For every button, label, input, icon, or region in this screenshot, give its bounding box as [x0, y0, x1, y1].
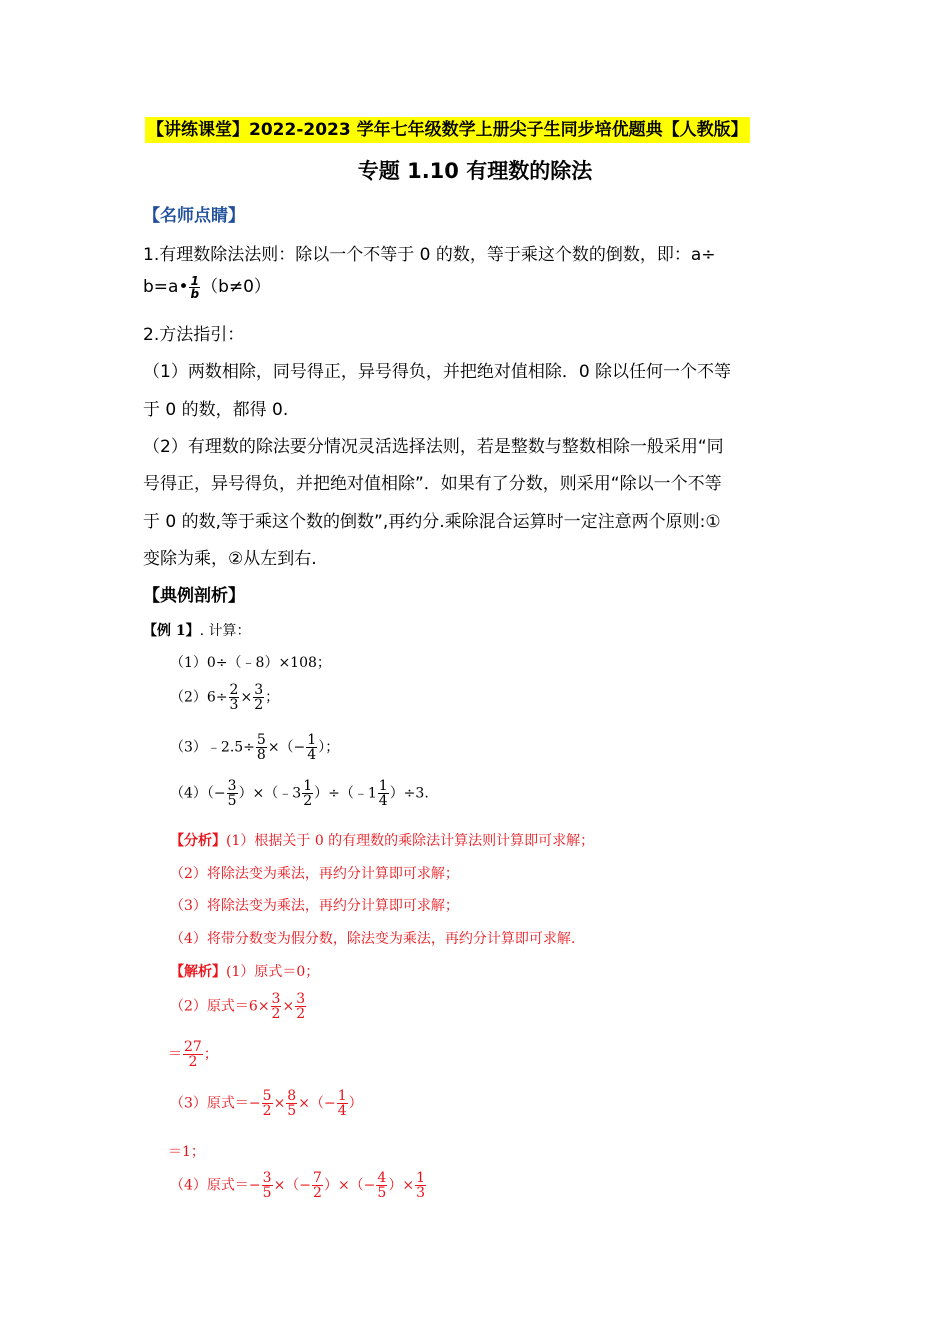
s3-fraction-3: [337, 1089, 348, 1118]
s4-text-a: （4）原式＝−: [170, 1177, 261, 1194]
s2-text-b: ×: [282, 998, 295, 1015]
s3-fraction-1: [262, 1089, 273, 1118]
q4-fraction-1: [227, 779, 238, 808]
q4-text-a: （4）（−: [170, 785, 226, 802]
s2r-text-a: ＝: [168, 1046, 182, 1063]
q4-f2-num: 1: [303, 778, 313, 794]
s4-fraction-4: [415, 1171, 426, 1200]
s4-f2-num: 7: [313, 1170, 322, 1186]
question-1: （1）0÷（﹣8）×108；: [170, 655, 331, 671]
q2-f1-num: 2: [229, 682, 239, 698]
s2-fraction-1: [271, 992, 282, 1021]
s2r-num: 27: [184, 1039, 202, 1055]
s4-f2-den: 2: [313, 1185, 322, 1201]
s2-f2-den: 2: [296, 1006, 306, 1022]
s4-fraction-2: [312, 1171, 323, 1200]
s2-text-a: （2）原式＝6×: [170, 998, 270, 1015]
q4-f1-den: 5: [227, 793, 237, 809]
q4-f2-den: 2: [303, 793, 313, 809]
s3-f3-num: 1: [337, 1088, 347, 1104]
page-title: 专题 1.10 有理数的除法: [357, 159, 593, 183]
s3-f2-num: 8: [287, 1088, 297, 1104]
example-label-suffix: . 计算：: [199, 623, 251, 639]
analysis-line-1: [170, 830, 594, 850]
method-p2-line4: 变除为乘，②从左到右.: [143, 549, 317, 569]
s4-f1-num: 3: [262, 1170, 272, 1186]
q2-text-b: ×: [240, 689, 253, 706]
s4-fraction-3: [376, 1171, 387, 1200]
s4-f3-den: 5: [377, 1185, 387, 1201]
question-2: [170, 683, 279, 712]
example-label: [143, 620, 251, 640]
solution-3-result: ＝1；: [168, 1144, 205, 1160]
s3-f1-den: 2: [262, 1103, 272, 1119]
example-heading: 【典例剖析】: [143, 586, 245, 606]
q4-fraction-3: [378, 779, 389, 808]
s3-f3-den: 4: [337, 1103, 347, 1119]
teacher-heading: 【名师点睛】: [143, 206, 245, 226]
rule-line-2-suffix: （b≠0）: [201, 277, 271, 297]
q3-text-b: ×（−: [267, 739, 306, 756]
q2-f2-den: 2: [254, 697, 264, 713]
q2-text-a: （2）6÷: [170, 689, 228, 706]
q3-f1-num: 5: [256, 732, 266, 748]
rule-line-1: 1.有理数除法法则：除以一个不等于 0 的数，等于乘这个数的倒数，即：a÷: [143, 245, 716, 265]
s3-text-a: （3）原式＝−: [170, 1095, 261, 1112]
solution-4: [170, 1171, 427, 1200]
q3-f2-den: 4: [307, 747, 317, 763]
s2-f1-num: 3: [271, 991, 281, 1007]
analysis-line-4: （4）将带分数变为假分数，除法变为乘法，再约分计算即可求解.: [170, 931, 576, 947]
s2r-text-b: ；: [203, 1046, 218, 1063]
solution-s1: (1）原式＝0；: [226, 964, 320, 980]
q2-f1-den: 3: [229, 697, 239, 713]
rule-fraction: [189, 275, 200, 300]
s4-text-d: ）×: [388, 1177, 415, 1194]
q2-fraction-1: [229, 683, 240, 712]
q3-f1-den: 8: [256, 747, 266, 763]
method-p2-line1: （2）有理数的除法要分情况灵活选择法则，若是整数与整数相除一般采用“同: [143, 437, 724, 457]
q3-fraction-1: [256, 733, 267, 762]
analysis-a1: (1）根据关于 0 的有理数的乘除法计算法则计算即可求解；: [226, 833, 595, 849]
q2-fraction-2: [253, 683, 264, 712]
solution-2: [170, 992, 307, 1021]
header-banner: 【讲练课堂】2022-2023 学年七年级数学上册尖子生同步培优题典【人教版】: [145, 117, 750, 143]
method-guide: 2.方法指引：: [143, 325, 245, 345]
s4-f3-num: 4: [377, 1170, 387, 1186]
s4-fraction-1: [262, 1171, 273, 1200]
q2-text-c: ；: [265, 689, 280, 706]
s2-fraction-2: [295, 992, 306, 1021]
analysis-line-2: （2）将除法变为乘法，再约分计算即可求解；: [170, 866, 459, 882]
rule-fraction-numerator: 1: [190, 273, 199, 288]
question-3: [170, 733, 339, 762]
s4-text-b: ×（−: [273, 1177, 312, 1194]
s4-f4-den: 3: [416, 1185, 425, 1201]
q3-fraction-2: [306, 733, 317, 762]
question-4: [170, 779, 429, 808]
analysis-label: 【分析】: [170, 833, 226, 849]
q3-f2-num: 1: [307, 732, 317, 748]
q4-f1-num: 3: [227, 778, 237, 794]
solution-label: 【解析】: [170, 964, 226, 980]
q2-f2-num: 3: [254, 682, 264, 698]
q4-f3-den: 4: [378, 793, 388, 809]
method-p1-line1: （1）两数相除，同号得正，异号得负，并把绝对值相除．0 除以任何一个不等: [143, 362, 732, 382]
s3-f2-den: 5: [287, 1103, 297, 1119]
s3-text-d: ）: [348, 1095, 363, 1112]
method-p1-line2: 于 0 的数，都得 0.: [143, 400, 289, 420]
q4-text-c: ）÷（﹣1: [314, 785, 377, 802]
s2-f1-den: 2: [271, 1006, 281, 1022]
example-label-tag: 【例 1】: [143, 623, 200, 639]
s2r-den: 2: [183, 1054, 203, 1069]
solution-3: [170, 1089, 363, 1118]
q4-f3-num: 1: [378, 778, 388, 794]
q4-text-b: ）×（﹣3: [238, 785, 302, 802]
method-p2-line3: 于 0 的数,等于乘这个数的倒数”,再约分.乘除混合运算时一定注意两个原则:①: [143, 512, 721, 532]
q4-text-d: ）÷3.: [389, 785, 429, 802]
s2r-fraction: [183, 1040, 203, 1069]
method-p2-line2: 号得正，异号得负，并把绝对值相除”．如果有了分数，则采用“除以一个不等: [143, 474, 722, 494]
s3-text-b: ×: [273, 1095, 286, 1112]
analysis-line-3: （3）将除法变为乘法，再约分计算即可求解；: [170, 898, 459, 914]
s2-f2-num: 3: [296, 991, 306, 1007]
rule-line-2-prefix: b=a•: [143, 277, 189, 297]
solution-2-result: [168, 1040, 218, 1069]
s3-text-c: ×（−: [298, 1095, 336, 1112]
s4-f1-den: 5: [262, 1185, 272, 1201]
rule-line-2: [143, 272, 271, 300]
s4-text-c: ）×（−: [323, 1177, 376, 1194]
q4-fraction-2: [302, 779, 313, 808]
rule-fraction-denominator: b: [190, 286, 200, 301]
solution-line-1: [170, 961, 319, 981]
s3-fraction-2: [286, 1089, 297, 1118]
q3-text-a: （3）﹣2.5÷: [170, 739, 255, 756]
q3-text-c: ）；: [318, 739, 340, 756]
s3-f1-num: 5: [262, 1088, 272, 1104]
s4-f4-num: 1: [416, 1170, 425, 1186]
